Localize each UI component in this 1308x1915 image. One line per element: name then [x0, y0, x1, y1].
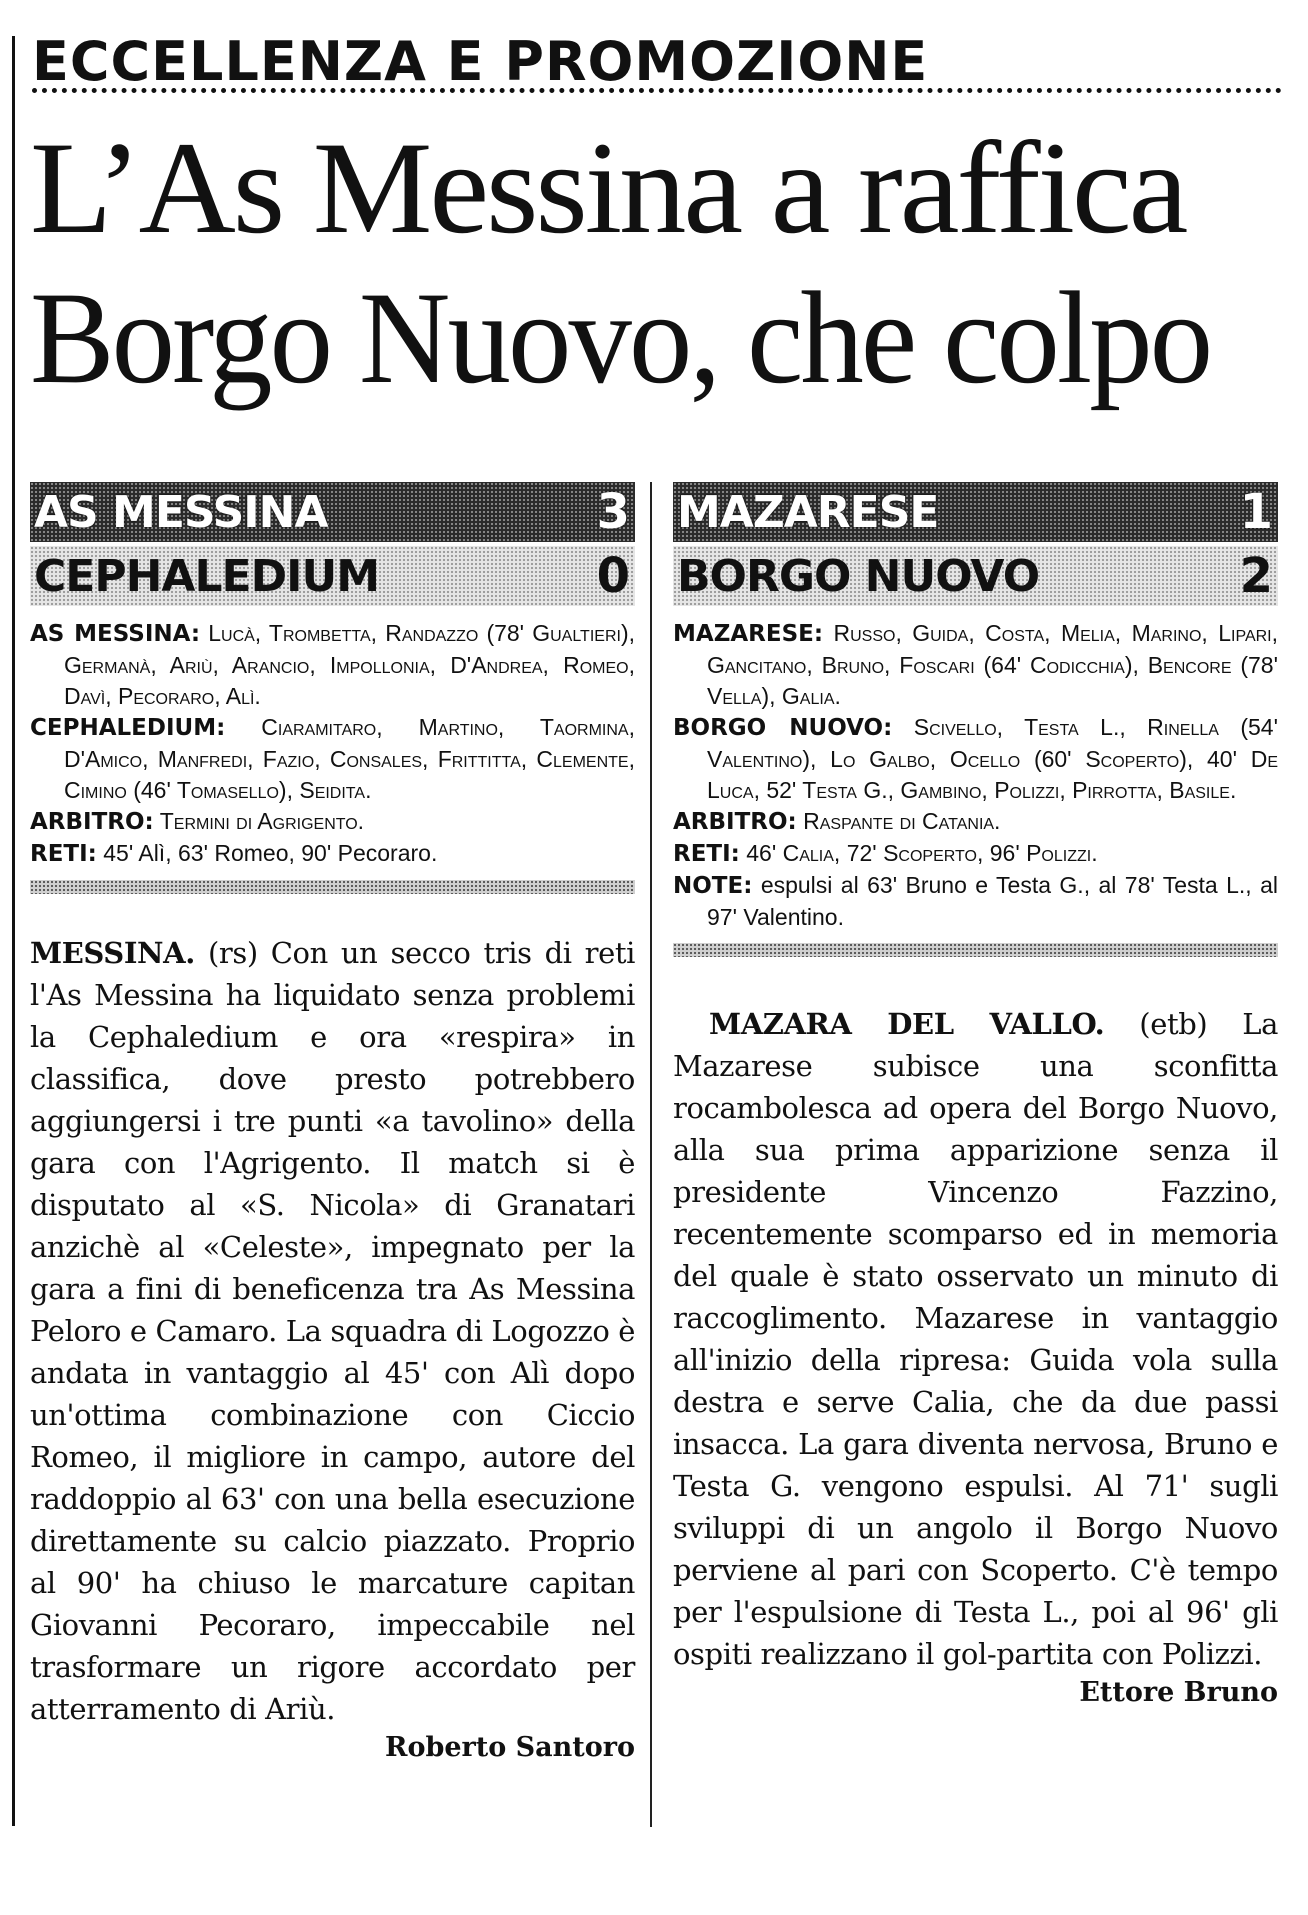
home-team-bar — [30, 482, 635, 542]
home-lineup-players: Lucà, Trombetta, Randazzo (78' Gualtieri), Germanà, Ariù, Arancio, Impollonia, D'Andrea, Romeo, Davì, Pecoraro, Alì. — [64, 620, 635, 709]
away-lineup — [673, 712, 1278, 806]
goals-list: 45' Alì, 63' Romeo, 90' Pecoraro. — [103, 840, 438, 866]
headline-line-2: Borgo Nuovo, che colpo — [30, 264, 1211, 411]
goals-line — [673, 838, 1278, 870]
goals-line — [30, 838, 635, 870]
home-team-score: 3 — [596, 484, 629, 540]
home-lineup — [30, 618, 635, 712]
referee-label: ARBITRO: — [30, 809, 154, 835]
page-left-rule — [12, 36, 15, 1826]
home-team-name: MAZARESE — [677, 486, 939, 538]
away-lineup-players: Scivello, Testa L., Rinella (54' Valentino), Lo Galbo, Ocello (60' Scoperto), 40' De Luca, 52' Testa G., Gambino, Polizzi, Pirrotta, Basile. — [707, 714, 1278, 803]
article-dateline: MESSINA. — [30, 936, 195, 970]
away-lineup — [30, 712, 635, 806]
column-divider — [650, 482, 652, 1827]
article-text: (etb) La Mazarese subisce una sconfitta rocambolesca ad opera del Borgo Nuovo, alla sua prima apparizione senza il presidente Vincenzo Fazzino, recentemente scomparso ed in memoria del quale è stato osservato un minuto di raccoglimento. Mazarese in vantaggio all'inizio della ripresa: Guida vola sulla destra e serve Calia, che da due passi insacca. La gara diventa nervosa, Bruno e Testa G. vengono espulsi. Al 71' sugli sviluppi di un angolo il Borgo Nuovo perviene al pari con Scoperto. C'è tempo per l'espulsione di Testa L., poi al 96' gli ospiti realizzano il gol-partita con Polizzi. — [673, 1007, 1278, 1671]
home-lineup-label: AS MESSINA: — [30, 621, 201, 647]
goals-list: 46' Calia, 72' Scoperto, 96' Polizzi. — [746, 840, 1098, 866]
article-text: (rs) Con un secco tris di reti l'As Messina ha liquidato senza problemi la Cephaledium e ora «respira» in classifica, dove presto potrebbero aggiungersi i tre punti «a tavolino» della gara con l'Agrigento. Il match si è disputato al «S. Nicola» di Granatari anzichè al «Celeste», impegnato per la gara a fini di beneficenza tra As Messina Peloro e Camaro. La squadra di Logozzo è andata in vantaggio al 45' con Alì dopo un'ottima combinazione con Ciccio Romeo, il migliore in campo, autore del raddoppio al 63' con una bella esecuzione direttamente su calcio piazzato. Proprio al 90' ha chiuso le marcature capitan Giovanni Pecoraro, impeccabile nel trasformare un rigore accordato per atterramento di Ariù. — [30, 936, 635, 1726]
away-lineup-label: CEPHALEDIUM: — [30, 715, 226, 741]
section-heading: ECCELLENZA E PROMOZIONE — [32, 30, 929, 93]
away-team-name: BORGO NUOVO — [677, 550, 1040, 602]
home-lineup-label: MAZARESE: — [673, 621, 824, 647]
goals-label: RETI: — [673, 841, 740, 867]
article-byline: Ettore Bruno — [1079, 1677, 1278, 1708]
article-dateline: MAZARA DEL VALLO. — [709, 1007, 1105, 1041]
article-byline: Roberto Santoro — [385, 1732, 635, 1763]
notes-label: NOTE: — [673, 873, 753, 899]
details-stripe — [30, 880, 635, 894]
notes-line — [673, 870, 1278, 933]
referee-name: Termini di Agrigento. — [159, 808, 365, 834]
referee-line — [30, 806, 635, 838]
away-lineup-players: Ciaramitaro, Martino, Taormina, D'Amico, Manfredi, Fazio, Consales, Frittitta, Clemente, Cimino (46' Tomasello), Seidita. — [64, 714, 635, 803]
headline-line-1: L’As Messina a raffica — [30, 114, 1186, 261]
match-details — [30, 618, 635, 870]
away-lineup-label: BORGO NUOVO: — [673, 715, 893, 741]
home-team-bar — [673, 482, 1278, 542]
section-dotted-rule — [32, 88, 1282, 93]
home-lineup-players: Russo, Guida, Costa, Melia, Marino, Lipari, Gancitano, Bruno, Foscari (64' Codicchia), Bencore (78' Vella), Galia. — [707, 620, 1279, 709]
goals-label: RETI: — [30, 841, 97, 867]
article-body — [673, 1003, 1278, 1675]
home-lineup — [673, 618, 1278, 712]
away-team-name: CEPHALEDIUM — [34, 550, 379, 602]
article-body — [30, 932, 635, 1730]
referee-line — [673, 806, 1278, 838]
notes-text: espulsi al 63' Bruno e Testa G., al 78' Testa L., al 97' Valentino. — [707, 872, 1279, 930]
away-team-bar — [673, 546, 1278, 606]
away-team-score: 2 — [1239, 548, 1272, 604]
details-stripe — [673, 943, 1278, 957]
right-column — [673, 482, 1278, 1708]
referee-name: Raspante di Catania. — [803, 808, 1001, 834]
away-team-bar — [30, 546, 635, 606]
home-team-name: AS MESSINA — [34, 486, 328, 538]
match-details — [673, 618, 1278, 933]
home-team-score: 1 — [1239, 484, 1272, 540]
away-team-score: 0 — [596, 548, 629, 604]
left-column — [30, 482, 635, 1763]
referee-label: ARBITRO: — [673, 809, 797, 835]
